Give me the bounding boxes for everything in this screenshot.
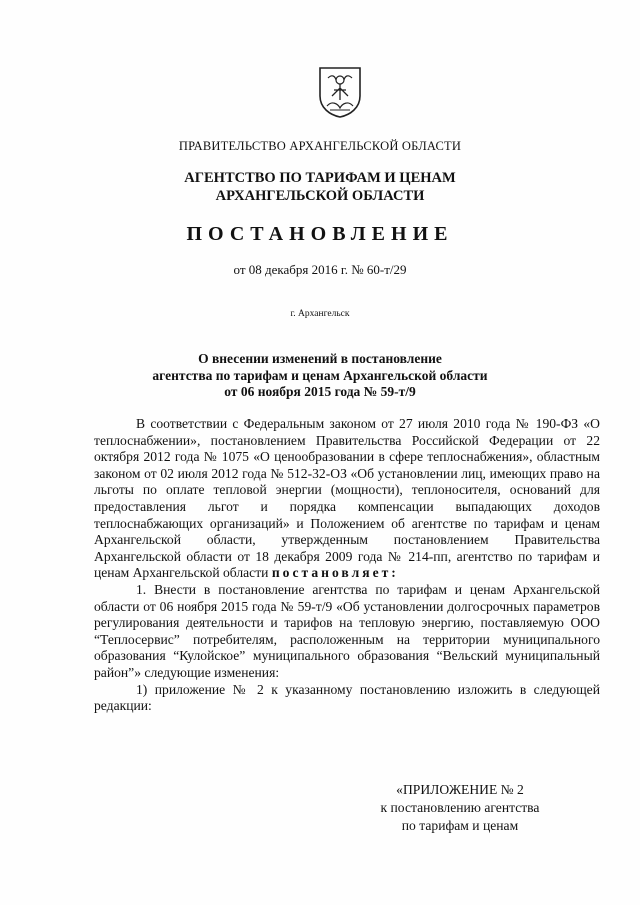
appendix-line2: к постановлению агентства	[380, 800, 540, 815]
body-paragraph-item-1: 1. Внести в постановление агентства по тарифам и ценам Архангельской области от 06 ноября 2015 года № 59-т/9 «Об установлении долгосрочных параметров регулирования деятельности и тарифов на тепловую энергию, поставляемую ООО “Теплосервис” потребителям, расположенным на территории муниципального образования “Кулойское” муниципального образования “Вельский муниципальный район”» следующие изменения:	[94, 581, 600, 680]
agency-title-line1: АГЕНТСТВО ПО ТАРИФАМ И ЦЕНАМ	[184, 170, 456, 186]
document-city: г. Архангельск	[290, 309, 350, 319]
government-title: ПРАВИТЕЛЬСТВО АРХАНГЕЛЬСКОЙ ОБЛАСТИ	[178, 139, 462, 153]
body-paragraph-preamble	[94, 416, 600, 582]
subject-line1: О внесении изменений в постановление	[198, 351, 442, 366]
agency-title	[0, 169, 640, 205]
body-paragraph-subitem-1: 1) приложение № 2 к указанному постановлению изложить в следующей редакции:	[94, 681, 600, 714]
preamble-text: В соответствии с Федеральным законом от 27 июля 2010 года № 190-ФЗ «О теплоснабжении», постановлением Правительства Российской Федерации от 22 октября 2012 года № 1075 «О ценообразовании в сфере теплоснабжения», областным законом от 02 июля 2012 года № 512-32-ОЗ «Об установлении лиц, имеющих право на льготы по оплате тепловой энергии (мощности), теплоносителя, оснований для предоставления льгот и порядка компенсации выпадающих доходов теплоснабжающих организаций» и Положением об агентстве по тарифам и ценам Архангельской области, утвержденным постановлением Правительства Архангельской области от 18 декабря 2009 года № 214-пп, агентство по тарифам и ценам Архангельской области	[94, 416, 600, 581]
subject-line2: агентства по тарифам и ценам Архангельской области	[152, 367, 488, 383]
document-date-number: от 08 декабря 2016 г. № 60-т/29	[233, 262, 407, 277]
appendix-line1: «ПРИЛОЖЕНИЕ № 2	[396, 782, 524, 797]
appendix-heading	[360, 781, 560, 835]
document-type-heading: ПОСТАНОВЛЕНИЕ	[186, 223, 454, 245]
resolution-keyword: постановляет:	[271, 565, 399, 581]
document-body	[94, 416, 600, 715]
agency-title-line2: АРХАНГЕЛЬСКОЙ ОБЛАСТИ	[215, 188, 425, 204]
document-subject	[0, 351, 640, 401]
subject-line3: от 06 ноября 2015 года № 59-т/9	[224, 384, 416, 399]
appendix-line3: по тарифам и ценам	[401, 818, 519, 833]
coat-of-arms-emblem	[318, 66, 362, 118]
